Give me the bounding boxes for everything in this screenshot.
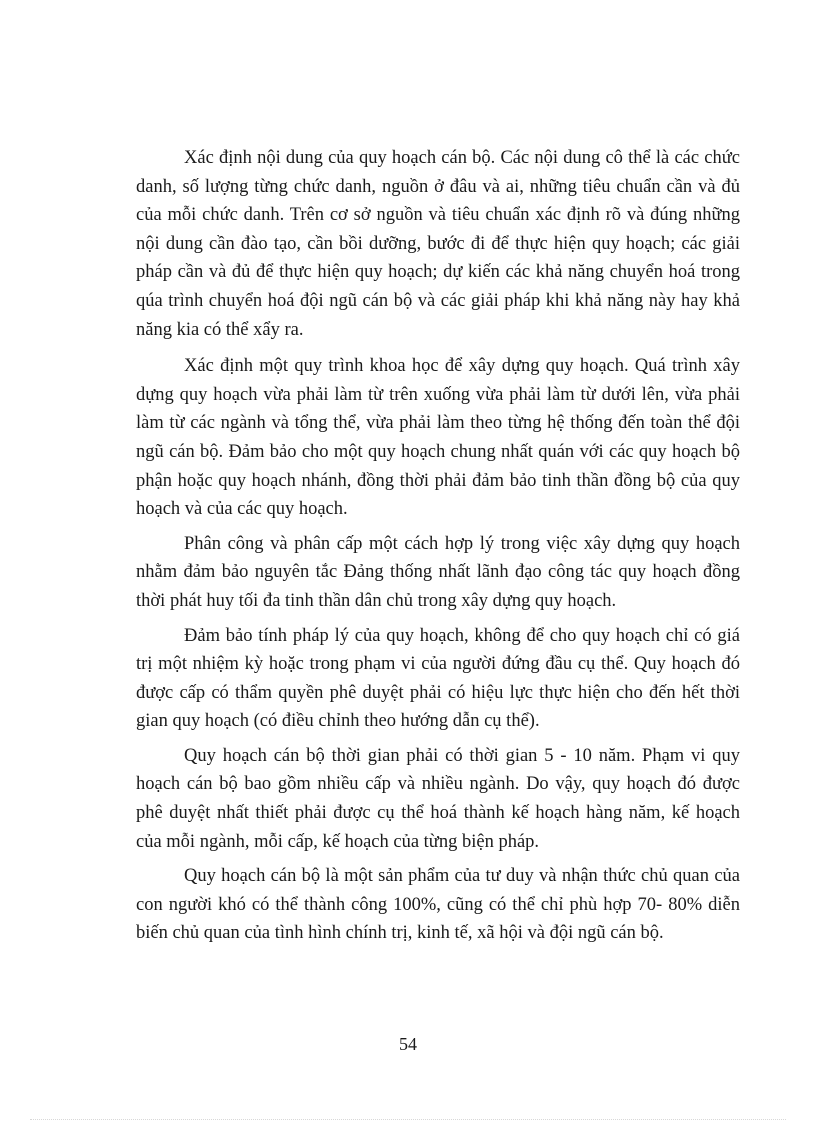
paragraph-assignment: Phân công và phân cấp một cách hợp lý trong việc xây dựng quy hoạch nhằm đảm bảo nguyên tắc Đảng thống nhất lãnh đạo công tác quy hoạch đồng thời phát huy tối đa tinh thần dân chủ trong xây dựng quy hoạch. [136, 533, 740, 611]
paragraph-scientific-process: Xác định một quy trình khoa học để xây dựng quy hoạch. Quá trình xây dựng quy hoạch vừa phải làm từ trên xuống vừa phải làm từ dưới lên, vừa phải làm từ các ngành và tổng thể, vừa phải làm theo từng hệ thống đến toàn thể đội ngũ cán bộ. Đảm bảo cho một quy hoạch chung nhất quán với các quy hoạch bộ phận hoặc quy hoạch nhánh, đồng thời phải đảm bảo tinh thần đồng bộ của quy hoạch và của các quy hoạch. [136, 356, 740, 520]
paragraph-subjectivity: Quy hoạch cán bộ là một sản phẩm của tư duy và nhận thức chủ quan của con người khó có thể thành công 100%, cũng có thể chỉ phù hợp 70- 80% diễn biến chủ quan của tình hình chính trị, kinh tế, xã hội và đội ngũ cán bộ. [136, 866, 740, 944]
paragraph-legality: Đảm bảo tính pháp lý của quy hoạch, không để cho quy hoạch chỉ có giá trị một nhiệm kỳ hoặc trong phạm vi của người đứng đầu cụ thể. Quy hoạch đó được cấp có thẩm quyền phê duyệt phải có hiệu lực thực hiện cho đến hết thời gian quy hoạch (có điều chỉnh theo hướng dẫn cụ thể). [136, 625, 740, 732]
paragraph-timeframe: Quy hoạch cán bộ thời gian phải có thời gian 5 - 10 năm. Phạm vi quy hoạch cán bộ bao gồm nhiều cấp và nhiều ngành. Do vậy, quy hoạch đó được phê duyệt nhất thiết phải được cụ thể hoá thành kế hoạch hàng năm, kế hoạch của mỗi ngành, mỗi cấp, kế hoạch của từng biện pháp. [136, 745, 740, 852]
body-text [136, 144, 740, 948]
paragraph-content-definition: Xác định nội dung của quy hoạch cán bộ. Các nội dung cô thể là các chức danh, số lượng từng chức danh, nguồn ở đâu và ai, những tiêu chuẩn cần và đủ của mỗi chức danh. Trên cơ sở nguồn và tiêu chuẩn xác định rõ và đúng những nội dung cần đào tạo, cần bồi dưỡng, bước đi để thực hiện quy hoạch; các giải pháp cần và đủ để thực hiện quy hoạch; dự kiến các khả năng chuyển hoá trong qúa trình chuyển hoá đội ngũ cán bộ và các giải pháp khi khả năng này hay khả năng kia có thể xẩy ra. [136, 148, 740, 340]
page-number: 54 [399, 1034, 417, 1054]
page-bottom-divider [30, 1119, 786, 1120]
